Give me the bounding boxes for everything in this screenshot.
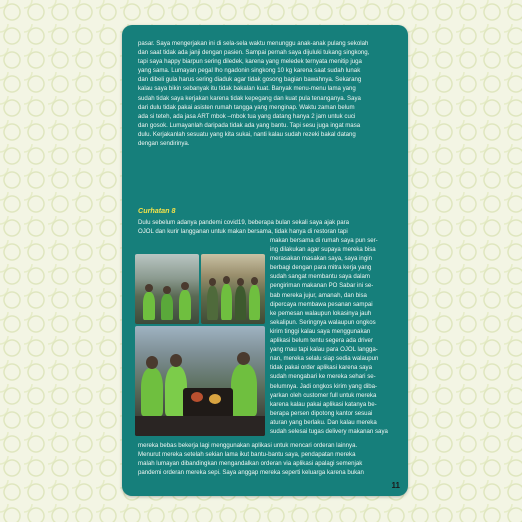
text-line: dulu. Kerjakanlah sesuatu yang kita sukai, nanti kalau sudah rezeki bakal datang (138, 130, 356, 138)
text-line: Dulu sebelum adanya pandemi covid19, beberapa bulan sekali saya ajak para (138, 219, 350, 226)
text-line: aplikasi belum tentu segera ada driver (270, 337, 373, 345)
text-line: ada si teteh, ada jasa ART mbok –mbok tua yang datang hanya 2 jam untuk cuci (138, 112, 356, 120)
intro-paragraph (138, 218, 392, 236)
text-line: mereka bebas bekerja lagi menggunakan aplikasi untuk mencari orderan lainnya. (138, 442, 358, 449)
text-line: sekalipun. Seringnya walaupun ongkos (270, 318, 376, 326)
text-line: Menurut mereka setelah sekian lama ikut bantu-bantu saya, pendapatan mereka (138, 451, 356, 459)
book-page (122, 25, 408, 496)
text-line: karena kalau pakai aplikasi katanya be- (270, 400, 377, 408)
text-line: berbagi dengan para mitra kerja yang (270, 264, 372, 272)
bottom-paragraph (138, 441, 392, 477)
text-line: ke pemesan walaupun lokasinya jauh (270, 309, 372, 317)
text-line: dari dulu tidak pakai asisten rumah tangga yang menginap. Waktu zaman belum (138, 103, 355, 111)
text-line: tapi saya happy biarpun sering diledek, karena yang meledek ternyata menitip juga (138, 58, 362, 66)
side-paragraph (270, 236, 392, 436)
text-line: OJOL dan kurir langganan untuk makan bersama, tidak hanya di restoran tapi (138, 228, 348, 236)
text-line: kirim tinggi kalau saya menggunakan (270, 327, 371, 335)
text-line: malah lumayan dibandingkan mengandalkan orderan via aplikasi apalagi semenjak (138, 460, 363, 468)
text-line: nan, mereka selalu siap sedia walaupun (270, 355, 379, 363)
text-line: kalau saya bikin sebanyak itu tidak bakalan kuat. Banyak menu-menu lama yang (138, 85, 356, 93)
photo-group-outdoor (135, 254, 199, 324)
text-line: pasar. Saya mengerjakan ini di sela-sela waktu menunggu anak-anak pulang sekolah (138, 40, 369, 47)
text-line: sudah selesai tugas delivery makanan saya (270, 427, 388, 435)
text-line: berapa persen dipotong kantor sesuai (270, 409, 373, 417)
section-heading: Curhatan 8 (138, 206, 176, 215)
text-line: tidak pakai order aplikasi karena saya (270, 364, 372, 372)
text-line: sudah mengabari ke mereka sehari se- (270, 373, 376, 381)
text-line: pengiriman makanan PO Sabar ini se- (270, 282, 374, 290)
text-line: dengan sendirinya. (138, 140, 190, 148)
text-line: aturan yang berlaku. Dan kalau mereka (270, 418, 377, 426)
text-line: sudah sangat membantu saya dalam (270, 273, 370, 281)
text-line: sudah tidak saya kerjakan karena tidak kepegang dan kuat pula tenanganya. Saya (138, 94, 361, 102)
text-line: pandemi orderan mereka sepi. Saya anggap mereka seperti keluarga karena bukan (138, 469, 364, 477)
text-line: dipercaya membawa pesanan sampai (270, 300, 373, 308)
text-line: belumnya. Jadi ongkos kirim yang diba- (270, 382, 378, 390)
text-line: dan saat tidak ada janji dengan pasien. Sampai pernah saya dijuluki tukang singkong, (138, 49, 370, 57)
text-line: bab mereka jujur, amanah, dan bisa (270, 291, 367, 299)
photo-group-standing (201, 254, 265, 324)
page-number: 11 (391, 481, 400, 490)
top-paragraph (138, 39, 392, 148)
text-line: dan dibeli gula harus sering diaduk agar tidak gosong bagian bawahnya. Sekarang (138, 76, 362, 84)
text-line: yang sama. Lumayan pegal lho ngadonin singkong 10 kg karena saat sudah lunak (138, 67, 361, 75)
text-line: yarkan oleh customer full untuk mereka (270, 391, 377, 399)
text-line: yang mau tapi kalau para OJOL langga- (270, 346, 378, 354)
text-line: makan bersama di rumah saya pun ser- (270, 237, 378, 244)
text-line: dan gosok. Lumayanlah daripada tidak ada yang bantu. Tapi sesu juga ingat masa (138, 121, 361, 129)
text-line: merasakan masakan saya, saya ingin (270, 255, 372, 263)
photo-group-dining (135, 326, 265, 436)
text-line: ing dilakukan agar supaya mereka bisa (270, 246, 376, 254)
